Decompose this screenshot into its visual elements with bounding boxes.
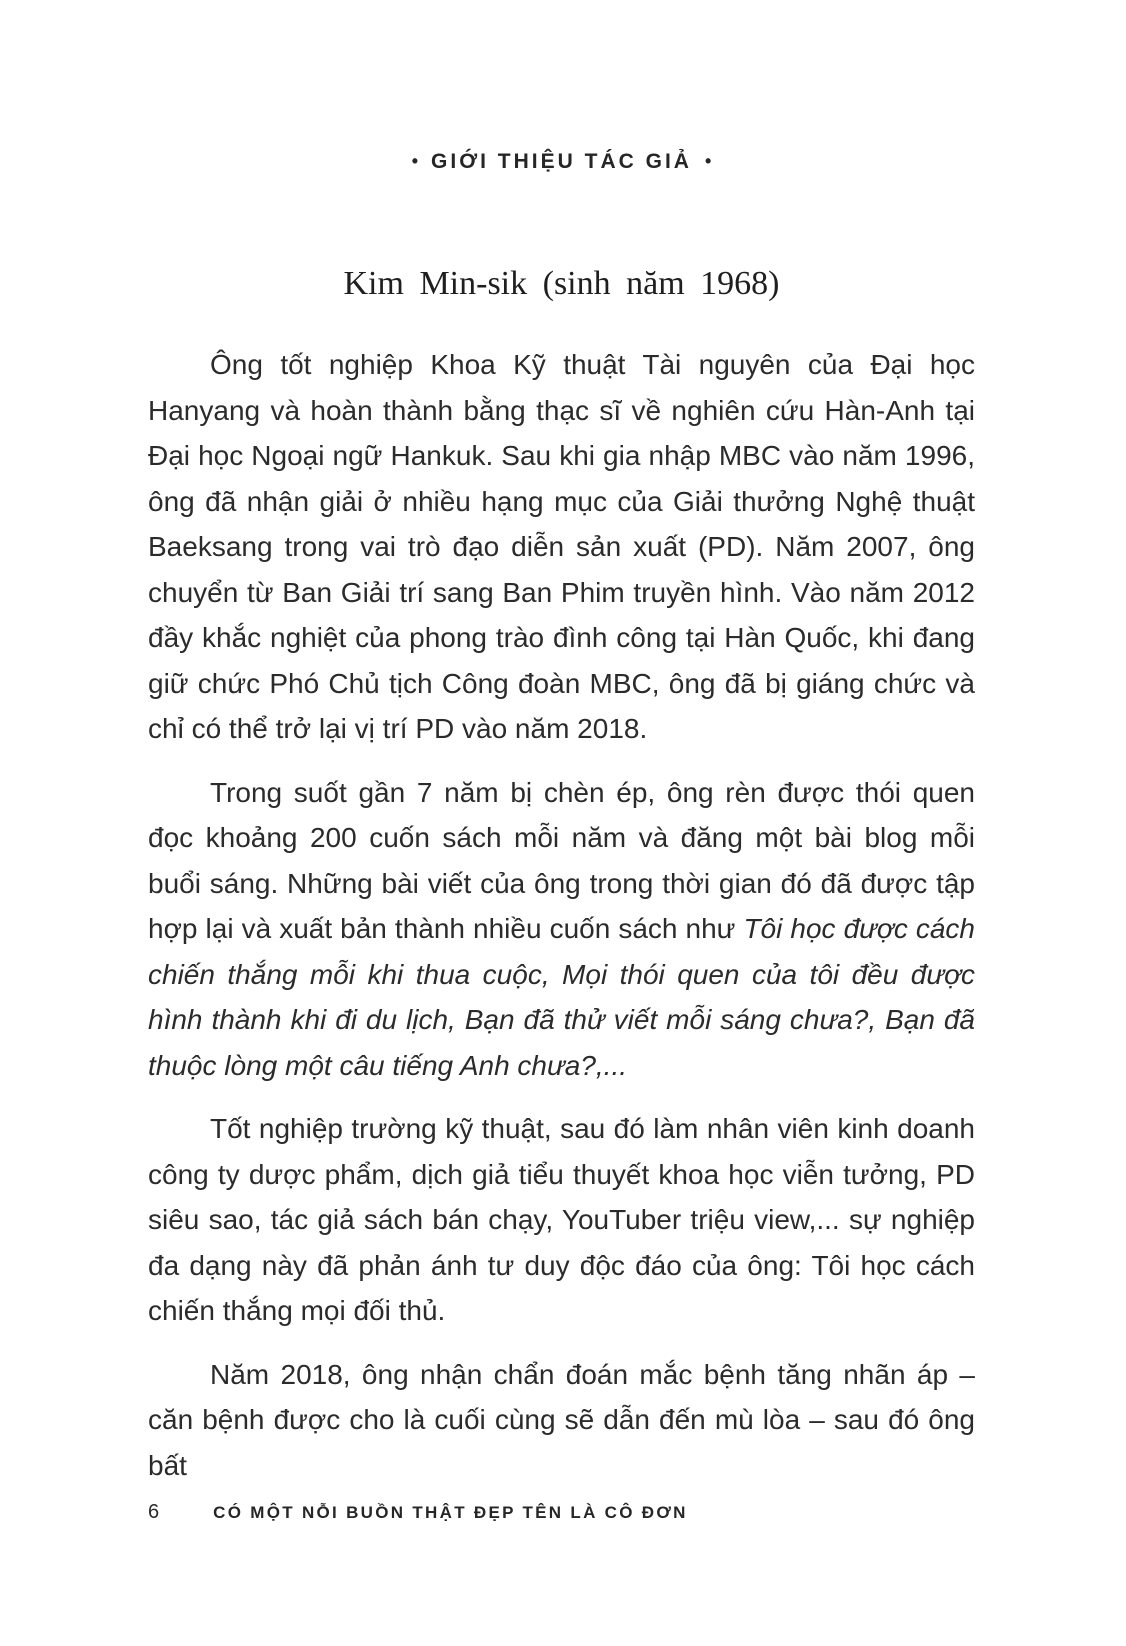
bullet-icon: • — [704, 151, 712, 171]
paragraph-text: Năm 2018, ông nhận chẩn đoán mắc bệnh tăng nhãn áp – căn bệnh được cho là cuối cùng sẽ dẫn đến mù lòa – sau đó ông bất — [148, 1358, 975, 1481]
bullet-icon: • — [411, 151, 419, 171]
body-text — [148, 342, 975, 1488]
paragraph-text: Ông tốt nghiệp Khoa Kỹ thuật Tài nguyên của Đại học Hanyang và hoàn thành bằng thạc sĩ về nghiên cứu Hàn-Anh tại Đại học Ngoại ngữ Hankuk. Sau khi gia nhập MBC vào năm 1996, ông đã nhận giải ở nhiều hạng mục của Giải thưởng Nghệ thuật Baeksang trong vai trò đạo diễn sản xuất (PD). Năm 2007, ông chuyển từ Ban Giải trí sang Ban Phim truyền hình. Vào năm 2012 đầy khắc nghiệt của phong trào đình công tại Hàn Quốc, khi đang giữ chức Phó Chủ tịch Công đoàn MBC, ông đã bị giáng chức và chỉ có thể trở lại vị trí PD vào năm 2018. — [148, 349, 975, 744]
paragraph-text: Trong suốt gần 7 năm bị chèn ép, ông rèn được thói quen đọc khoảng 200 cuốn sách mỗi năm và đăng một bài blog mỗi buổi sáng. Những bài viết của ông trong thời gian đó đã được tập hợp lại và xuất bản thành nhiều cuốn sách như — [148, 776, 975, 944]
book-title: CÓ MỘT NỖI BUỒN THẬT ĐẸP TÊN LÀ CÔ ĐƠN — [213, 1503, 688, 1522]
page-number: 6 — [148, 1501, 160, 1523]
section-header-label: GIỚI THIỆU TÁC GIẢ — [431, 150, 692, 173]
book-title-italic-text: Tôi học được cách chiến thắng mỗi khi thua cuộc, Mọi thói quen của tôi đều được hình thành khi đi du lịch, Bạn đã thử viết mỗi sáng chưa?, Bạn đã thuộc lòng một câu tiếng Anh chưa?,... — [148, 913, 975, 1081]
author-name-title: Kim Min-sik (sinh năm 1968) — [343, 265, 780, 302]
paragraph — [148, 1352, 975, 1489]
paragraph — [148, 342, 975, 752]
paragraph — [148, 770, 975, 1089]
page-footer — [148, 1501, 688, 1524]
paragraph-text: Tốt nghiệp trường kỹ thuật, sau đó làm nhân viên kinh doanh công ty dược phẩm, dịch giả tiểu thuyết khoa học viễn tưởng, PD siêu sao, tác giả sách bán chạy, YouTuber triệu view,... sự nghiệp đa dạng này đã phản ánh tư duy độc đáo của ông: Tôi học cách chiến thắng mọi đối thủ. — [148, 1113, 975, 1326]
section-header — [148, 150, 975, 174]
paragraph — [148, 1106, 975, 1334]
